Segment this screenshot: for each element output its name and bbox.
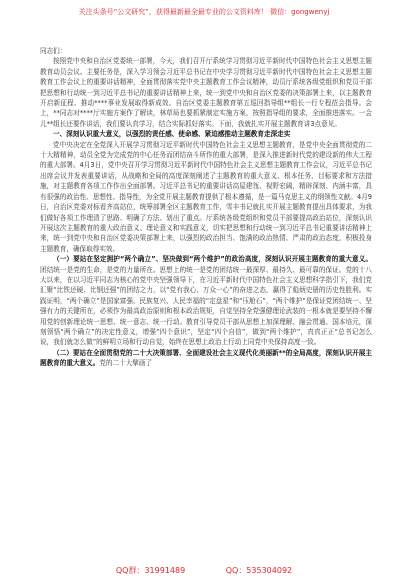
paragraph-text: 按照党中央和自治区党委统一部署，今天，我们召开厅系统学习贯彻习近平新时代中国特色社会主义思想主题教育动员会议。主要任务是，深入学习领会习近平总书记在中央学习贯彻习近平新时代中国特色社会主义思想主题教育工作会议上的重要讲话精神，全面贯彻落实党中央主题教育工作会议精神，动员厅系统各级党组织和党员干部把思想和行动统一到习近平总书记的重要讲话精神上来，统一到党中央和自治区党委的决策部署上来，以主题教育开启新征程、推动****事业发展取得新成效。自治区党委主题教育第五巡回指导组**组长一行专程莅会指导。会上，**同志对****厅实施方案作了解读，林草局也要抓紧制定实施方案，按照指导组的要求，全面推进落实。一会儿**组长还要作讲话，我们要认真学习，结合实际抓好落实。下面，我就扎实开展主题教育讲3点意见。 [40, 57, 372, 128]
paragraph-list [40, 56, 372, 368]
qq-group-label: QQ群：31991489 [115, 566, 186, 575]
paragraph-text: 党的二十大擘画了 [99, 359, 153, 368]
subsection-heading: （一）要站在坚定拥护“两个确立”、坚决做到“两个维护”的政治高度，深刻认识开展主题教育的重大意义。 [53, 255, 372, 264]
body-paragraph [40, 56, 372, 129]
qq-number-label: QQ：535304092 [225, 566, 293, 575]
body-paragraph [40, 254, 372, 348]
greeting: 同志们： [40, 47, 67, 55]
body-paragraph [40, 140, 372, 254]
body-paragraph [40, 348, 372, 369]
footer-contacts [0, 565, 408, 576]
paragraph-text: 团结统一是党的生命，是党的力量所在。思想上的统一是党的团结统一最深厚、最持久、最可靠的保证。党的十八大以来，在以习近平同志为核心的党中央坚强领导下，在习近平新时代中国特色社会主义思想科学指引下，我们党汇聚“比铁还硬、比钢还强”的团结之力，以“党有我心、万众一心”的奋进之态，赢得了彪炳史册的历史性胜利。实践证明，“两个确立”是国家富强、民族复兴、人民幸福的“定盘星”和“压舱石”，“两个维护”是保证党团结统一、坚强有力的关键所在，必须作为最高政治原则和根本政治规矩，自觉坚持全党强健理论武装的一根本就是要坚持不懈用党的创新理论统一思想、统一意志、统一行动。教育引导党员干部从思想上加深理解、融会贯通、国本培元，深刻领悟“两个确立”的决定性意义，增强“四个意识”，坚定“四个自信”，做到“两个维护”，真真正正“总书记怎么说，我们就怎么做”的鲜明立场和行动自觉，始终在思想上政治上行动上同党中央保持高度一致。 [40, 265, 372, 347]
subsection-heading: （二）要站在全面贯彻党的二十大决策部署、全面建设社会主义现代化美丽新**的全局高度，深刻认识开展主题教育的重大意义。 [40, 348, 372, 368]
promo-banner: 关注头条号“公文研究”，获得最新最全最专业的公文资料库！ 微信：gongwenyj [78, 8, 330, 16]
section-heading: 一、深刻认识重大意义，以强烈的责任感、使命感、紧迫感推动主题教育走深走实 [53, 130, 291, 139]
document-body [40, 46, 372, 369]
paragraph-text: 党中央决定在全党深入开展学习贯彻习近平新时代中国特色社会主义思想主题教育，是党中央全面贯彻党的二十大精精神，动员全党为完成党的中心任务而团结奋斗所作的重大部署，是深入推进新时代党的建设新的伟大工程的重大部署。4月3日，党中央召开学习贯彻习近平新时代中国特色社会主义思想主题教育工作会议，习近平总书记出席会议并发表重要讲话，从战略和全局的高度深刻阐述了主题教育的重大意义、根本任务、目标要求和方法措施，对主题教育各项工作作出全面部署。习近平总书记的重要讲话高屋建瓴、视野宏阔，精辟深刻、内涵丰富，具有很强的政治性、思想性、指导性，为全党开展主题教育提供了根本遵循，是一篇马克思主义的纲领性文献。4月9日，自治区党委对标看齐高站位，统筹部署全区主题教育工作，雪丰书记就扎实开展主题教育提出具体要求，为我们做好各项工作理清了思路、明确了方法、划出了重点。厅系统各级党组织和党员干部要提高政治站位，深刻认识开展这次主题教育的重大政治意义、理论意义和实践意义，切实把思想和行动统一到习近平总书记重要讲话精神上来，统一到党中央和自治区党委决策部署上来，以强烈的政治担当、饱满的政治热情、严肃的政治态度，积极投身主题教育，确保取得实效。 [40, 140, 372, 253]
